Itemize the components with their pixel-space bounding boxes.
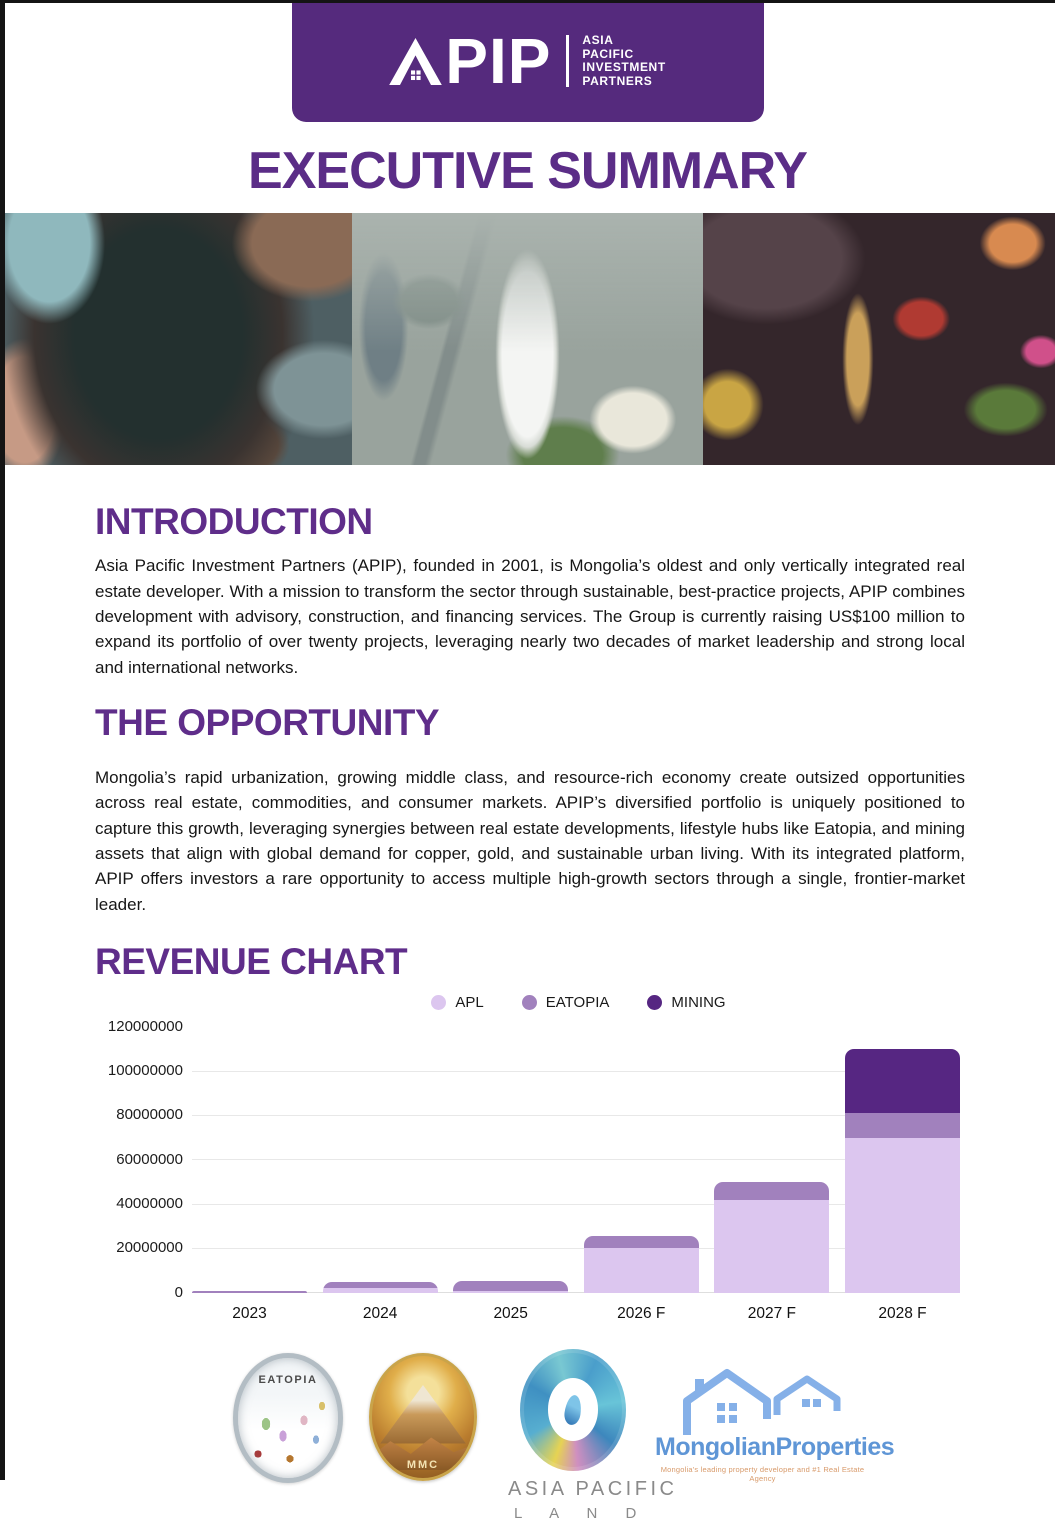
bar-2028f	[845, 1049, 960, 1293]
page-edge-top	[0, 0, 1055, 3]
chart-plot	[192, 1027, 960, 1293]
legend-item-apl	[431, 994, 483, 1011]
subtitle-line: INVESTMENT	[582, 60, 666, 74]
photo-strip	[0, 213, 1055, 465]
document-header	[0, 0, 1055, 199]
bar-segment-eatopia	[714, 1182, 829, 1200]
x-tick-label: 2026 F	[617, 1304, 666, 1322]
section-revenue-chart	[95, 941, 965, 1331]
x-tick-label: 2025	[493, 1304, 528, 1322]
legend-item-eatopia	[522, 994, 610, 1011]
asia-pacific-land-label-2: L A N D	[514, 1504, 649, 1522]
y-tick-label: 60000000	[116, 1150, 183, 1168]
x-tick-label: 2028 F	[878, 1304, 927, 1322]
mongolian-properties-label: MongolianProperties	[655, 1432, 895, 1461]
x-tick-label: 2027 F	[747, 1304, 796, 1322]
bar-segment-eatopia	[192, 1291, 307, 1293]
y-tick-label: 120000000	[107, 1017, 183, 1035]
flame-icon	[563, 1394, 583, 1426]
bar-2027f	[714, 1182, 829, 1293]
bar-segment-eatopia	[845, 1113, 960, 1137]
legend-label: EATOPIA	[545, 993, 610, 1011]
legend-label: MINING	[671, 993, 726, 1011]
y-tick-label: 80000000	[116, 1106, 183, 1124]
photo-copper-mineral-rock	[0, 213, 352, 465]
logo-divider	[566, 35, 569, 87]
chart-y-axis	[95, 1017, 183, 1301]
asia-pacific-land-label: ASIA PACIFIC	[508, 1477, 678, 1500]
y-tick-label: 40000000	[116, 1195, 183, 1213]
photo-eatopia-dining-table	[703, 213, 1055, 465]
section-introduction	[95, 501, 965, 681]
bar-2023	[192, 1291, 307, 1293]
subtitle-line: ASIA	[582, 33, 614, 47]
eatopia-logo	[233, 1353, 343, 1483]
apip-logo-subtitle	[582, 34, 665, 88]
document-body	[0, 501, 1055, 1331]
mmc-logo	[369, 1353, 477, 1481]
revenue-chart	[95, 994, 965, 1331]
apip-logo-banner	[292, 0, 764, 122]
legend-dot-eatopia	[522, 995, 537, 1010]
bar-segment-eatopia	[453, 1281, 568, 1291]
bar-segment-apl	[323, 1288, 438, 1292]
x-tick-label: 2023	[232, 1304, 267, 1322]
mountain-icon	[380, 1385, 466, 1444]
section-opportunity	[95, 702, 965, 917]
asia-pacific-land-logo	[508, 1349, 678, 1522]
chart-area	[95, 1015, 965, 1331]
legend-item-mining	[647, 994, 725, 1011]
bar-segment-apl	[714, 1200, 829, 1293]
legend-dot-mining	[647, 995, 662, 1010]
swirl-center	[548, 1378, 599, 1441]
x-tick-label: 2024	[362, 1304, 398, 1322]
opportunity-heading: THE OPPORTUNITY	[95, 702, 440, 744]
introduction-paragraph: Asia Pacific Investment Partners (APIP), founded in 2001, is Mongolia’s oldest and only vertically integrated real estate developer. With a mission to transform the sector through sustainable, best-practice projects, APIP combines development with advisory, construction, and financing services. The Group is currently raising US$100 million to expand its portfolio of over twenty projects, leveraging nearly two decades of market leadership and strong local and international networks.	[95, 556, 965, 677]
bar-segment-apl	[845, 1138, 960, 1293]
houses-icon	[675, 1367, 850, 1439]
partner-logos	[0, 1347, 1055, 1522]
y-tick-label: 100000000	[107, 1062, 183, 1080]
page-title: EXECUTIVE SUMMARY	[248, 142, 807, 200]
bar-2024	[323, 1282, 438, 1293]
mongolian-properties-logo	[655, 1367, 895, 1483]
house-a-icon	[389, 38, 442, 85]
legend-label: APL	[455, 993, 484, 1011]
bar-2025	[453, 1281, 568, 1293]
opportunity-paragraph: Mongolia’s rapid urbanization, growing middle class, and resource-rich economy create outsized opportunities across real estate, commodities, and consumer markets. APIP’s diversified portfolio is uniquely positioned to capture this growth, leveraging synergies between real estate developments, lifestyle hubs like Eatopia, and mining assets that align with global demand for copper, gold, and sustainable urban living. With its integrated platform, APIP offers investors a rare opportunity to access multiple high-growth sectors through a single, frontier-market leader.	[95, 767, 965, 914]
eatopia-logo-label: EATOPIA	[258, 1373, 318, 1386]
legend-dot-apl	[431, 995, 446, 1010]
bar-2026f	[584, 1236, 699, 1293]
bar-segment-apl	[584, 1248, 699, 1292]
revenue-chart-heading: REVENUE CHART	[95, 941, 408, 983]
mongolian-properties-tagline: Mongolia's leading property developer and #1 Real Estate Agency	[660, 1464, 865, 1483]
page-edge-left	[0, 0, 5, 1480]
bar-segment-eatopia	[323, 1282, 438, 1289]
swirl-icon	[520, 1349, 626, 1471]
apip-wordmark: PIP	[445, 24, 552, 97]
chart-legend	[192, 994, 965, 1011]
bar-segment-mining	[845, 1049, 960, 1113]
subtitle-line: PARTNERS	[582, 73, 653, 88]
y-tick-label: 0	[174, 1283, 183, 1301]
apip-logo	[389, 24, 666, 97]
bar-segment-apl	[453, 1291, 568, 1293]
bar-segment-eatopia	[584, 1236, 699, 1248]
subtitle-line: PACIFIC	[582, 46, 634, 61]
chart-x-axis	[192, 1305, 960, 1331]
introduction-heading: INTRODUCTION	[95, 500, 373, 542]
photo-city-aerial-view	[352, 213, 704, 465]
mmc-logo-label: MMC	[406, 1458, 440, 1471]
y-tick-label: 20000000	[116, 1239, 183, 1257]
